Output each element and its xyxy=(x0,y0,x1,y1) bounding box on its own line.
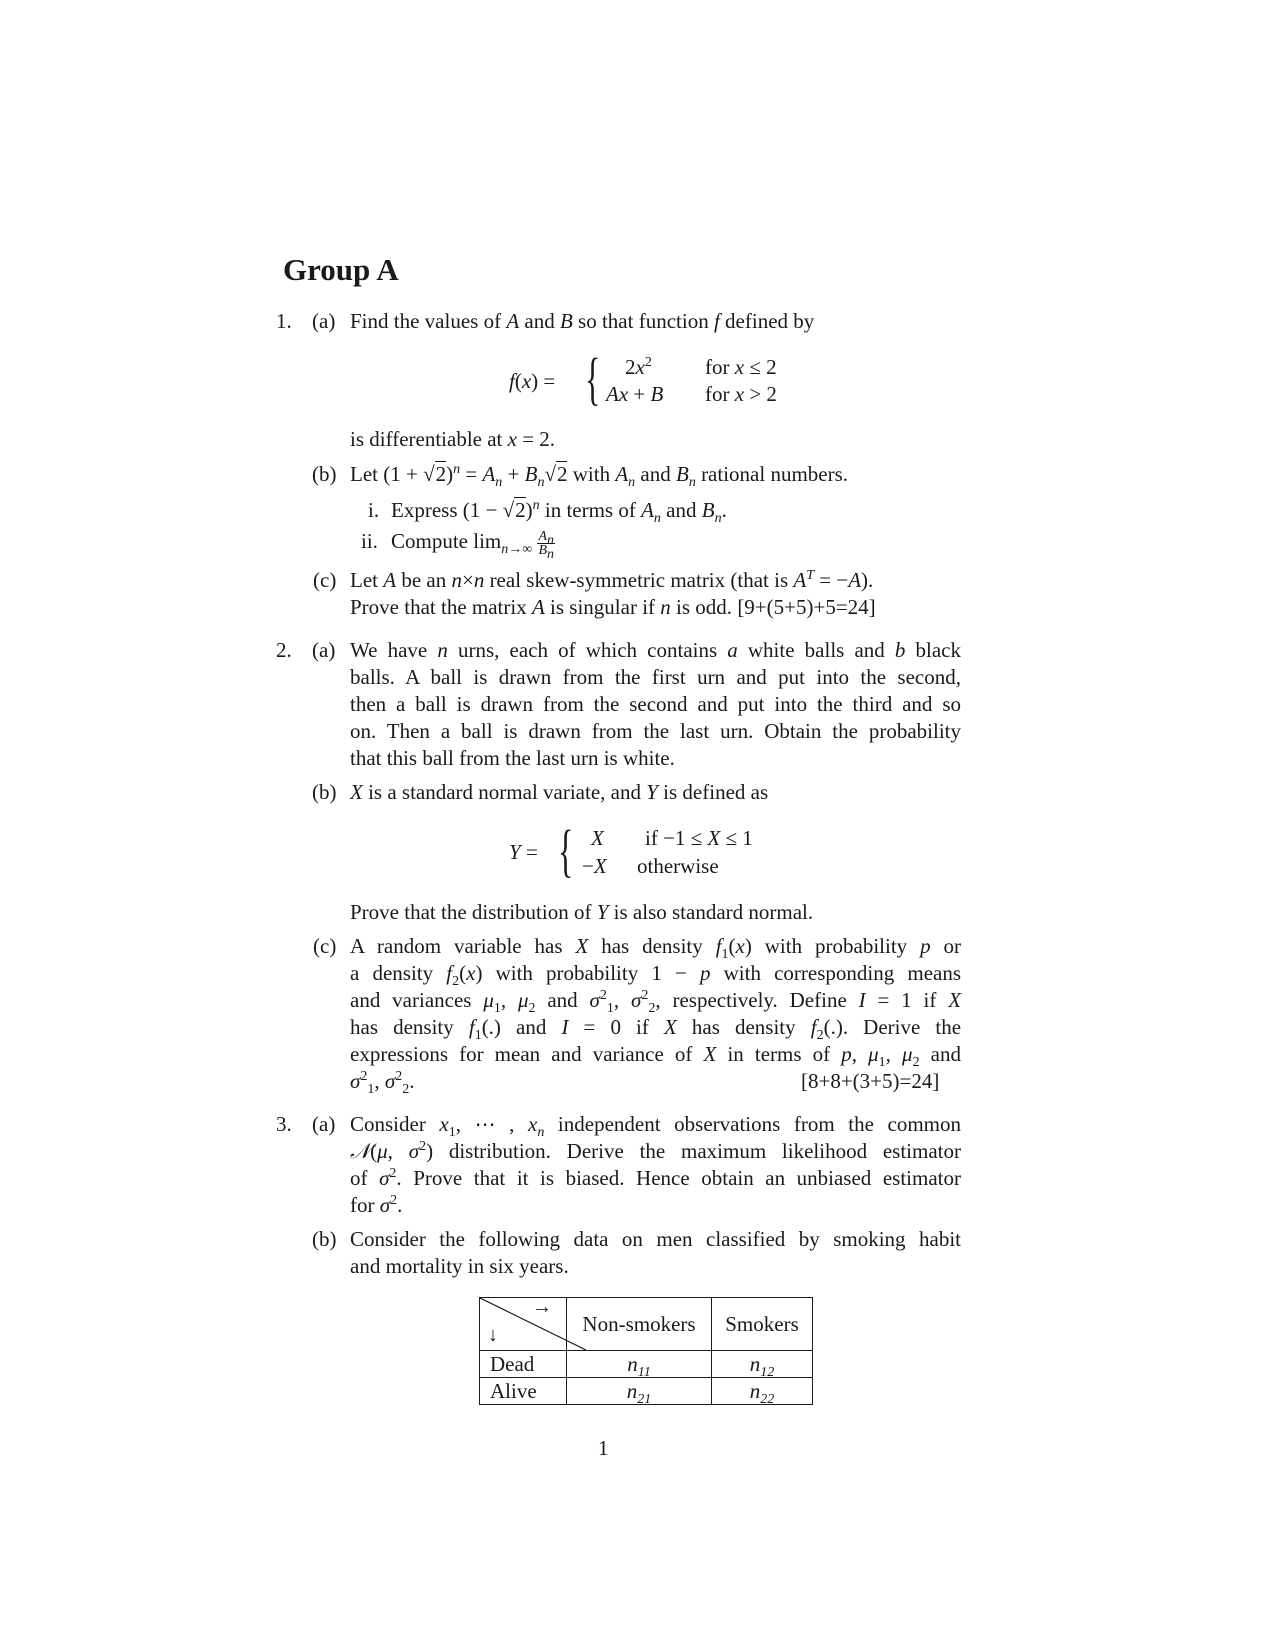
page-number: 1 xyxy=(598,1436,609,1460)
right-arrow-icon: → xyxy=(532,1296,552,1318)
case-expr: X xyxy=(591,826,604,850)
question-3a-line: for $\sigma^2$. xyxy=(350,1193,403,1217)
question-2a-line: that this ball from the last urn is white. xyxy=(350,746,675,770)
part-label-3b: (b) xyxy=(312,1227,337,1251)
question-2a-line: then a ball is drawn from the second and put into the third and so xyxy=(350,692,961,716)
case-cond: otherwise xyxy=(637,854,719,878)
question-2a-line: on. Then a ball is drawn from the last urn. Obtain the probability xyxy=(350,719,961,743)
case-expr: Ax + B xyxy=(606,382,664,406)
part-label-2a: (a) xyxy=(312,638,336,662)
subpart-label-i: i. xyxy=(368,498,380,522)
case-cond: if −1 ≤ X ≤ 1 xyxy=(645,826,753,850)
case-cond: for x ≤ 2 xyxy=(705,355,777,379)
table-cell: $n_{12}$ xyxy=(712,1351,813,1378)
subpart-label-ii: ii. xyxy=(361,529,378,553)
row-label: Alive xyxy=(480,1378,567,1405)
section-heading: Group A xyxy=(283,252,399,287)
table-corner-cell xyxy=(480,1298,567,1351)
question-1c-line: Let A be an n×n real skew-symmetric matrix (that is $A^T = -A$). xyxy=(350,568,874,592)
left-brace: { xyxy=(558,818,574,883)
equation-lhs: f(x) = xyxy=(509,369,556,393)
case-expr: $2x^2$ xyxy=(625,355,652,379)
down-arrow-icon: ↓ xyxy=(488,1324,498,1346)
question-2c-line: has density $f_1(.)$ and I = 0 if X has density $f_2(.)$. Derive the xyxy=(350,1015,962,1044)
smoking-mortality-table xyxy=(479,1297,813,1405)
part-label-1c: (c) xyxy=(313,568,337,592)
question-1c-line: Prove that the matrix A is singular if n is odd. [9+(5+5)+5=24] xyxy=(350,595,876,619)
row-label: Dead xyxy=(480,1351,567,1378)
table-cell: $n_{11}$ xyxy=(567,1351,712,1378)
part-label-1b: (b) xyxy=(312,462,337,486)
question-2c-line: A random variable has X has density $f_1(x)$ with probability p or xyxy=(350,934,962,963)
question-1b-text: Let $(1 + √2)^n = A_n + B_n√2$ with $A_n$ and $B_n$ rational numbers. xyxy=(350,462,849,491)
marks-2: [8+8+(3+5)=24] xyxy=(801,1069,940,1093)
question-1b-i-text: Express $(1 - √2)^n$ in terms of $A_n$ and $B_n$. xyxy=(391,498,727,527)
case-expr: −X xyxy=(582,854,607,878)
table-cell: $n_{22}$ xyxy=(712,1378,813,1405)
column-header: Non-smokers xyxy=(567,1298,712,1351)
part-label-2b: (b) xyxy=(312,780,337,804)
part-label-3a: (a) xyxy=(312,1112,336,1136)
left-brace: { xyxy=(585,346,601,411)
table-cell: $n_{21}$ xyxy=(567,1378,712,1405)
part-label-1a: (a) xyxy=(312,309,336,333)
question-number-3: 3. xyxy=(276,1112,292,1136)
question-1a-text: Find the values of A and B so that function f defined by xyxy=(350,309,815,333)
question-2a-line: balls. A ball is drawn from the first urn and put into the second, xyxy=(350,665,961,689)
fraction: $\frac{A_n}{B_n}$ xyxy=(538,528,555,562)
question-number-1: 1. xyxy=(276,309,292,333)
question-2a-line: We have n urns, each of which contains a white balls and b black xyxy=(350,638,961,662)
question-3a-line: 𝒩(μ, $\sigma^2$) distribution. Derive the maximum likelihood estimator xyxy=(350,1139,962,1163)
table-row xyxy=(480,1351,813,1378)
part-label-2c: (c) xyxy=(313,934,337,958)
equation-lhs: Y = xyxy=(509,840,538,864)
question-2c-line: a density $f_2(x)$ with probability 1 − p with corresponding means xyxy=(350,961,962,990)
question-3a-line: Consider $x_1$, ⋯ , $x_n$ independent observations from the common xyxy=(350,1112,962,1141)
marks-1: [9+(5+5)+5=24] xyxy=(737,595,876,619)
question-2b-after: Prove that the distribution of Y is also standard normal. xyxy=(350,900,814,924)
question-2c-line: expressions for mean and variance of X in terms of p, $\mu_1$, $\mu_2$ and xyxy=(350,1042,962,1071)
table-row xyxy=(480,1378,813,1405)
column-header: Smokers xyxy=(712,1298,813,1351)
question-3a-line: of $\sigma^2$. Prove that it is biased. Hence obtain an unbiased estimator xyxy=(350,1166,962,1190)
question-2b-text: X is a standard normal variate, and Y is defined as xyxy=(350,780,769,804)
question-3b-line: Consider the following data on men classified by smoking habit xyxy=(350,1227,961,1251)
case-cond: for x > 2 xyxy=(705,382,777,406)
question-number-2: 2. xyxy=(276,638,292,662)
table-header-row xyxy=(480,1298,813,1351)
question-1b-ii-text: Compute $\lim_{n\to\infty}$ $\frac{A_n}{B_n}$ xyxy=(391,528,555,562)
question-1a-after: is differentiable at x = 2. xyxy=(350,427,556,451)
question-2c-line: $\sigma^2_1$, $\sigma^2_2$. xyxy=(350,1069,415,1098)
question-3b-line: and mortality in six years. xyxy=(350,1254,569,1278)
question-2c-line: and variances $\mu_1$, $\mu_2$ and $\sigma^2_1$, $\sigma^2_2$, respectively. Define I = 1 if X xyxy=(350,988,962,1017)
